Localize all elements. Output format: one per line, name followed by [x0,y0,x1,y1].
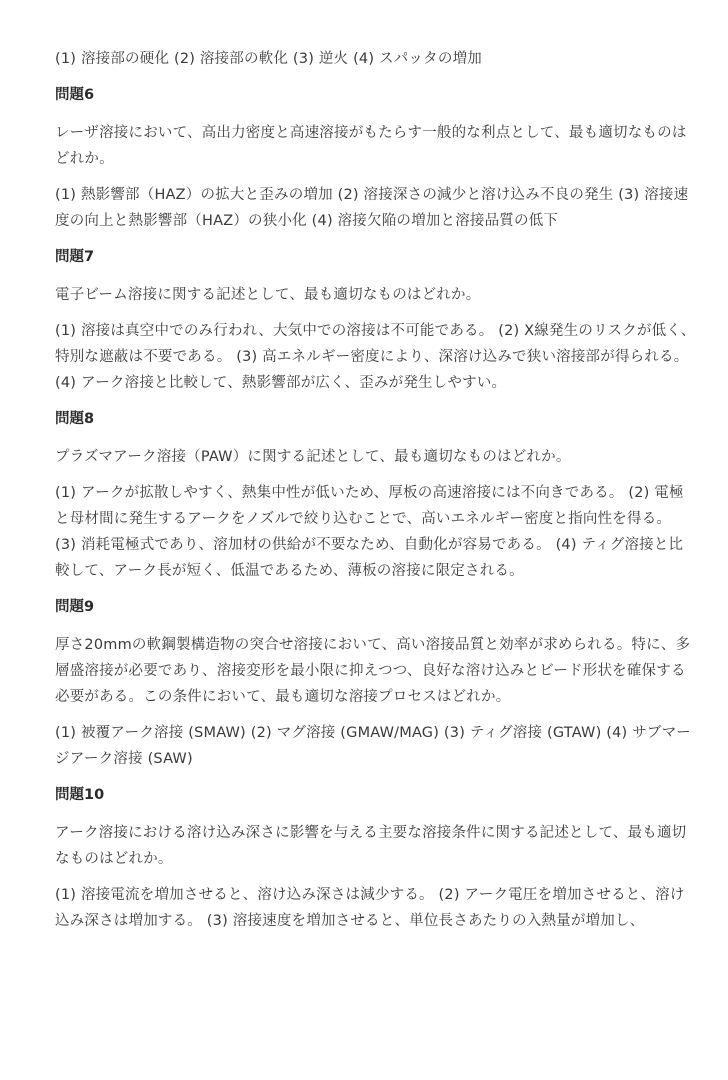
q6-question: レーザ溶接において、高出力密度と高速溶接がもたらす一般的な利点として、最も適切なものはどれか。 [55,125,687,167]
q9-heading: 問題9 [55,599,95,615]
q7-question: 電子ビーム溶接に関する記述として、最も適切なものはどれか。 [55,287,481,303]
q6-heading: 問題6 [55,87,95,103]
q10-question: アーク溶接における溶け込み深さに影響を与える主要な溶接条件に関する記述として、最も適切なものはどれか。 [55,825,687,867]
q8-options: (1) アークが拡散しやすく、熱集中性が低いため、厚板の高速溶接には不向きである。 (2) 電極と母材間に発生するアークをノズルで絞り込むことで、高いエネルギー密度と指向性を得る。 (3) 消耗電極式であり、溶加材の供給が不要なため、自動化が容易である。 (4) ティグ溶接と比較して、アーク長が短く、低温であるため、薄板の溶接に限定される。 [55,485,684,579]
q10-options: (1) 溶接電流を増加させると、溶け込み深さは減少する。 (2) アーク電圧を増加させると、溶け込み深さは増加する。 (3) 溶接速度を増加させると、単位長さあたりの入熱量が増加し、 [55,887,685,929]
q7-options: (1) 溶接は真空中でのみ行われ、大気中での溶接は不可能である。 (2) X線発生のリスクが低く、特別な遮蔽は不要である。 (3) 高エネルギー密度により、深溶け込みで狭い溶接部が得られる。 (4) アーク溶接と比較して、熱影響部が広く、歪みが発生しやすい。 [55,323,696,391]
q6-options: (1) 熱影響部（HAZ）の拡大と歪みの増加 (2) 溶接深さの減少と溶け込み不良の発生 (3) 溶接速度の向上と熱影響部（HAZ）の狭小化 (4) 溶接欠陥の増加と溶接品質の低下 [55,187,689,229]
q10-heading: 問題10 [55,787,105,803]
q7-heading: 問題7 [55,249,95,265]
q8-question: プラズマアーク溶接（PAW）に関する記述として、最も適切なものはどれか。 [55,449,571,465]
q9-question: 厚さ20mmの軟鋼製構造物の突合せ溶接において、高い溶接品質と効率が求められる。特に、多層盛溶接が必要であり、溶接変形を最小限に抑えつつ、良好な溶け込みとビード形状を確保する必要がある。この条件において、最も適切な溶接プロセスはどれか。 [55,637,691,705]
q9-options: (1) 被覆アーク溶接 (SMAW) (2) マグ溶接 (GMAW/MAG) (3) ティグ溶接 (GTAW) (4) サブマージアーク溶接 (SAW) [55,725,691,767]
q8-heading: 問題8 [55,411,95,427]
q5-options: (1) 溶接部の硬化 (2) 溶接部の軟化 (3) 逆火 (4) スパッタの増加 [55,51,482,67]
